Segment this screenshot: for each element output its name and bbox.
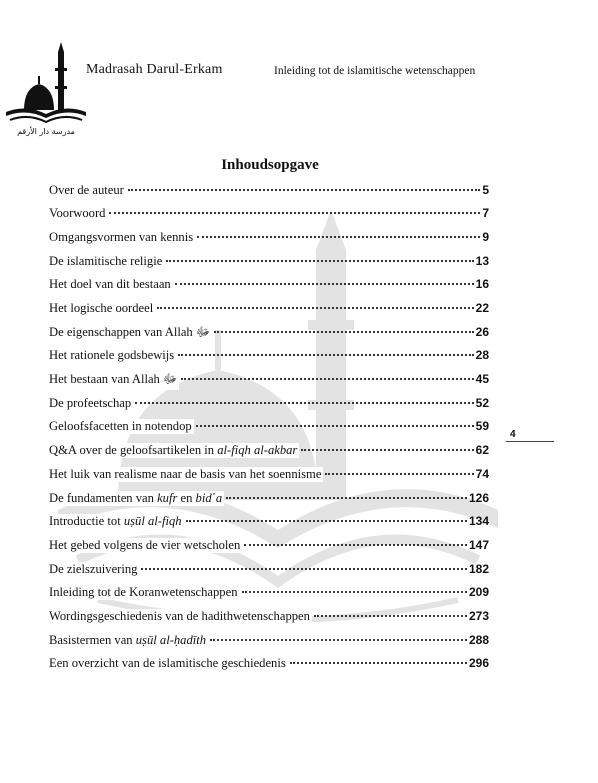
toc-entry-label: Introductie tot uṣūl al-fiqh: [49, 514, 182, 529]
dot-leader: [210, 626, 467, 641]
toc-entry-label: Voorwoord: [49, 206, 106, 221]
dot-leader: [226, 484, 467, 499]
toc-entry-page: 5: [482, 182, 489, 197]
dot-leader: [301, 437, 473, 452]
toc-entry-label: Het luik van realisme naar de basis van het soennisme: [49, 466, 322, 481]
dot-leader: [186, 508, 467, 523]
toc-entry-label: Een overzicht van de islamitische geschiedenis: [49, 656, 286, 671]
dot-leader: [128, 176, 480, 191]
toc-entry-page: 26: [475, 324, 489, 339]
dot-leader: [166, 247, 473, 262]
table-of-contents: [49, 179, 489, 676]
toc-entry-page: 182: [468, 561, 489, 576]
dot-leader: [242, 579, 467, 594]
dot-leader: [290, 650, 467, 665]
toc-entry-label: Q&A over de geloofsartikelen in al-fiqh al-akbar: [49, 443, 298, 458]
madrasah-logo: [4, 42, 88, 138]
toc-entry-label: Wordingsgeschiedenis van de hadithwetenschappen: [49, 608, 310, 623]
toc-entry-page: 74: [475, 466, 489, 481]
toc-entry-label: De zielszuivering: [49, 561, 138, 576]
dot-leader: [196, 413, 474, 428]
toc-entry-page: 296: [468, 656, 489, 671]
toc-entry-page: 7: [482, 206, 489, 221]
dot-leader: [109, 200, 480, 215]
dot-leader: [157, 294, 473, 309]
toc-entry-page: 62: [475, 443, 489, 458]
toc-entry-label: De profeetschap: [49, 395, 132, 410]
toc-entry-label: Inleiding tot de Koranwetenschappen: [49, 585, 238, 600]
dot-leader: [135, 389, 473, 404]
page-number: 4: [510, 429, 516, 440]
toc-entry-label: Het bestaan van Allah ﷻ: [49, 372, 179, 390]
page-number-rule: [506, 441, 554, 442]
toc-entry-label: De fundamenten van kufr en bid῾a: [49, 490, 223, 505]
dot-leader: [141, 555, 466, 570]
dot-leader: [325, 460, 473, 475]
organization-name: Madrasah Darul-Erkam: [86, 62, 223, 77]
toc-entry-label: Basistermen van uṣūl al-ḥadīth: [49, 632, 207, 647]
toc-entry-page: 147: [468, 537, 489, 552]
toc-entry-page: 45: [475, 372, 489, 387]
dot-leader: [175, 271, 474, 286]
dot-leader: [197, 223, 480, 238]
toc-entry-label: Het gebed volgens de vier wetscholen: [49, 537, 241, 552]
dot-leader: [181, 366, 473, 381]
toc-entry-page: 288: [468, 632, 489, 647]
toc-entry-page: 22: [475, 301, 489, 316]
logo-caption: مدرسة دار الأرقم: [17, 127, 75, 136]
toc-entry-label: Het doel van dit bestaan: [49, 277, 171, 292]
toc-entry[interactable]: [49, 653, 489, 677]
toc-entry-label: De islamitische religie: [49, 253, 163, 268]
toc-entry-label: Het logische oordeel: [49, 301, 154, 316]
toc-entry-label: Over de auteur: [49, 182, 124, 197]
toc-entry-page: 209: [468, 585, 489, 600]
dot-leader: [214, 318, 474, 333]
dot-leader: [314, 602, 467, 617]
toc-entry-page: 273: [468, 608, 489, 623]
toc-entry-label: Geloofsfacetten in notendop: [49, 419, 192, 434]
toc-title: Inhoudsopgave: [221, 157, 319, 173]
toc-entry-page: 28: [475, 348, 489, 363]
toc-entry-page: 13: [475, 253, 489, 268]
toc-entry-label: De eigenschappen van Allah ﷻ: [49, 325, 212, 343]
toc-entry-page: 126: [468, 490, 489, 505]
toc-entry-page: 134: [468, 514, 489, 529]
toc-entry-label: Omgangsvormen van kennis: [49, 229, 194, 244]
toc-entry-page: 52: [475, 395, 489, 410]
toc-entry-page: 59: [475, 419, 489, 434]
dot-leader: [178, 342, 473, 357]
toc-entry-label: Het rationele godsbewijs: [49, 348, 175, 363]
dot-leader: [244, 531, 467, 546]
document-title: Inleiding tot de islamitische wetenschappen: [274, 65, 476, 77]
toc-entry-page: 9: [482, 229, 489, 244]
toc-entry-page: 16: [475, 277, 489, 292]
